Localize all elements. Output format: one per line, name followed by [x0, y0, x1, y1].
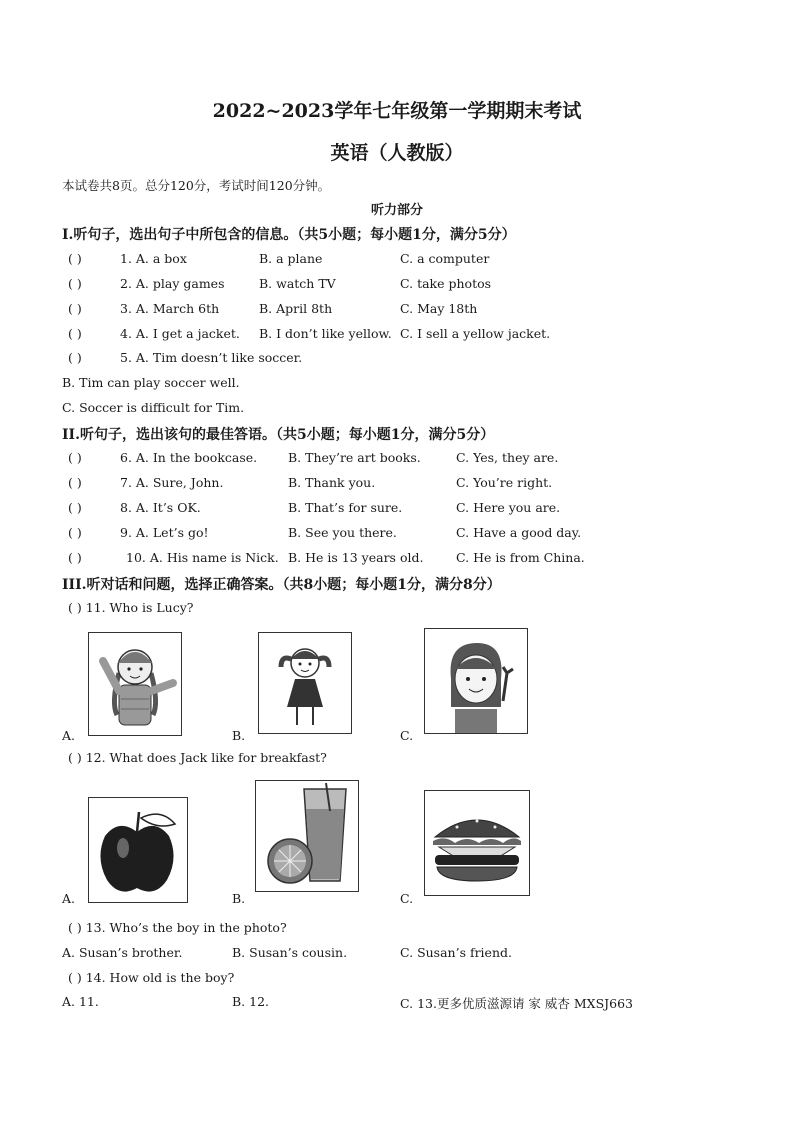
q12-label-a: A. [62, 891, 76, 906]
q14-option-b: B. 12. [232, 994, 270, 1009]
q9-option-c: C. Have a good day. [456, 525, 582, 540]
q2-option-a: 2. A. play games [120, 276, 225, 291]
q10-paren: ( ) [68, 550, 82, 565]
q8-option-a: 8. A. It’s OK. [120, 500, 201, 515]
girl-with-pigtails-dress-icon [259, 633, 351, 733]
q13-question: ( ) 13. Who’s the boy in the photo? [68, 920, 287, 935]
q1-option-b: B. a plane [259, 251, 323, 266]
q2-option-c: C. take photos [400, 276, 492, 291]
q12-label-c: C. [400, 891, 414, 906]
q4-option-b: B. I don’t like yellow. [259, 326, 392, 341]
q2-option-b: B. watch TV [259, 276, 336, 291]
q3-paren: ( ) [68, 301, 82, 316]
q12-question: ( ) 12. What does Jack like for breakfast? [68, 750, 327, 765]
q13-option-b: B. Susan’s cousin. [232, 945, 348, 960]
q4-paren: ( ) [68, 326, 82, 341]
q3-option-a: 3. A. March 6th [120, 301, 220, 316]
q8-option-c: C. Here you are. [456, 500, 561, 515]
exam-title: 2022~2023学年七年级第一学期期末考试 [212, 100, 582, 122]
q14-option-a: A. 11. [62, 994, 99, 1009]
q2-paren: ( ) [68, 276, 82, 291]
q6-option-c: C. Yes, they are. [456, 450, 559, 465]
section-1-heading: I.听句子，选出句子中所包含的信息。（共5小题；每小题1分，满分5分） [62, 227, 516, 243]
girl-with-braids-sweater-icon [89, 633, 181, 735]
q3-option-c: C. May 18th [400, 301, 478, 316]
girl-waving-hand-icon [425, 629, 527, 733]
q8-option-b: B. That’s for sure. [288, 500, 403, 515]
section-3-heading: III.听对话和问题，选择正确答案。（共8小题；每小题1分，满分8分） [62, 577, 501, 593]
q6-option-a: 6. A. In the bookcase. [120, 450, 258, 465]
q1-paren: ( ) [68, 251, 82, 266]
q4-option-a: 4. A. I get a jacket. [120, 326, 240, 341]
section-2-heading: II.听句子，选出该句的最佳答语。（共5小题；每小题1分，满分5分） [62, 427, 495, 443]
exam-intro: 本试卷共8页。总分120分，考试时间120分钟。 [62, 178, 331, 193]
q11-option-c-image [424, 628, 528, 734]
q11-option-a-image [88, 632, 182, 736]
q5-option-b: B. Tim can play soccer well. [62, 375, 240, 390]
q12-option-a-image [88, 797, 188, 903]
q9-paren: ( ) [68, 525, 82, 540]
exam-subtitle: 英语（人教版） [330, 142, 464, 164]
q11-label-b: B. [232, 728, 246, 743]
q1-option-c: C. a computer [400, 251, 490, 266]
q11-option-b-image [258, 632, 352, 734]
q11-label-c: C. [400, 728, 414, 743]
q6-paren: ( ) [68, 450, 82, 465]
q1-option-a: 1. A. a box [120, 251, 187, 266]
q5-option-c: C. Soccer is difficult for Tim. [62, 400, 245, 415]
q7-option-a: 7. A. Sure, John. [120, 475, 224, 490]
q9-option-b: B. See you there. [288, 525, 397, 540]
q14-option-c: C. 13.更多优质滋源请 家 威杏 MXSJ663 [400, 996, 633, 1011]
q9-option-a: 9. A. Let’s go! [120, 525, 209, 540]
q11-label-a: A. [62, 728, 76, 743]
q3-option-b: B. April 8th [259, 301, 333, 316]
apple-icon [89, 798, 187, 902]
q10-option-a: 10. A. His name is Nick. [126, 550, 279, 565]
q10-option-b: B. He is 13 years old. [288, 550, 424, 565]
q5-paren: ( ) [68, 350, 82, 365]
q7-option-b: B. Thank you. [288, 475, 376, 490]
orange-juice-icon [256, 781, 358, 891]
q7-option-c: C. You’re right. [456, 475, 553, 490]
q8-paren: ( ) [68, 500, 82, 515]
q12-option-b-image [255, 780, 359, 892]
q10-option-c: C. He is from China. [456, 550, 585, 565]
q12-label-b: B. [232, 891, 246, 906]
q7-paren: ( ) [68, 475, 82, 490]
q11-question: ( ) 11. Who is Lucy? [68, 600, 194, 615]
hamburger-icon [425, 791, 529, 895]
q13-option-a: A. Susan’s brother. [62, 945, 183, 960]
q13-option-c: C. Susan’s friend. [400, 945, 512, 960]
q5-option-a: 5. A. Tim doesn’t like soccer. [120, 350, 303, 365]
q12-option-c-image [424, 790, 530, 896]
q6-option-b: B. They’re art books. [288, 450, 421, 465]
listening-part-label: 听力部分 [370, 203, 423, 218]
q4-option-c: C. I sell a yellow jacket. [400, 326, 551, 341]
q14-question: ( ) 14. How old is the boy? [68, 970, 235, 985]
